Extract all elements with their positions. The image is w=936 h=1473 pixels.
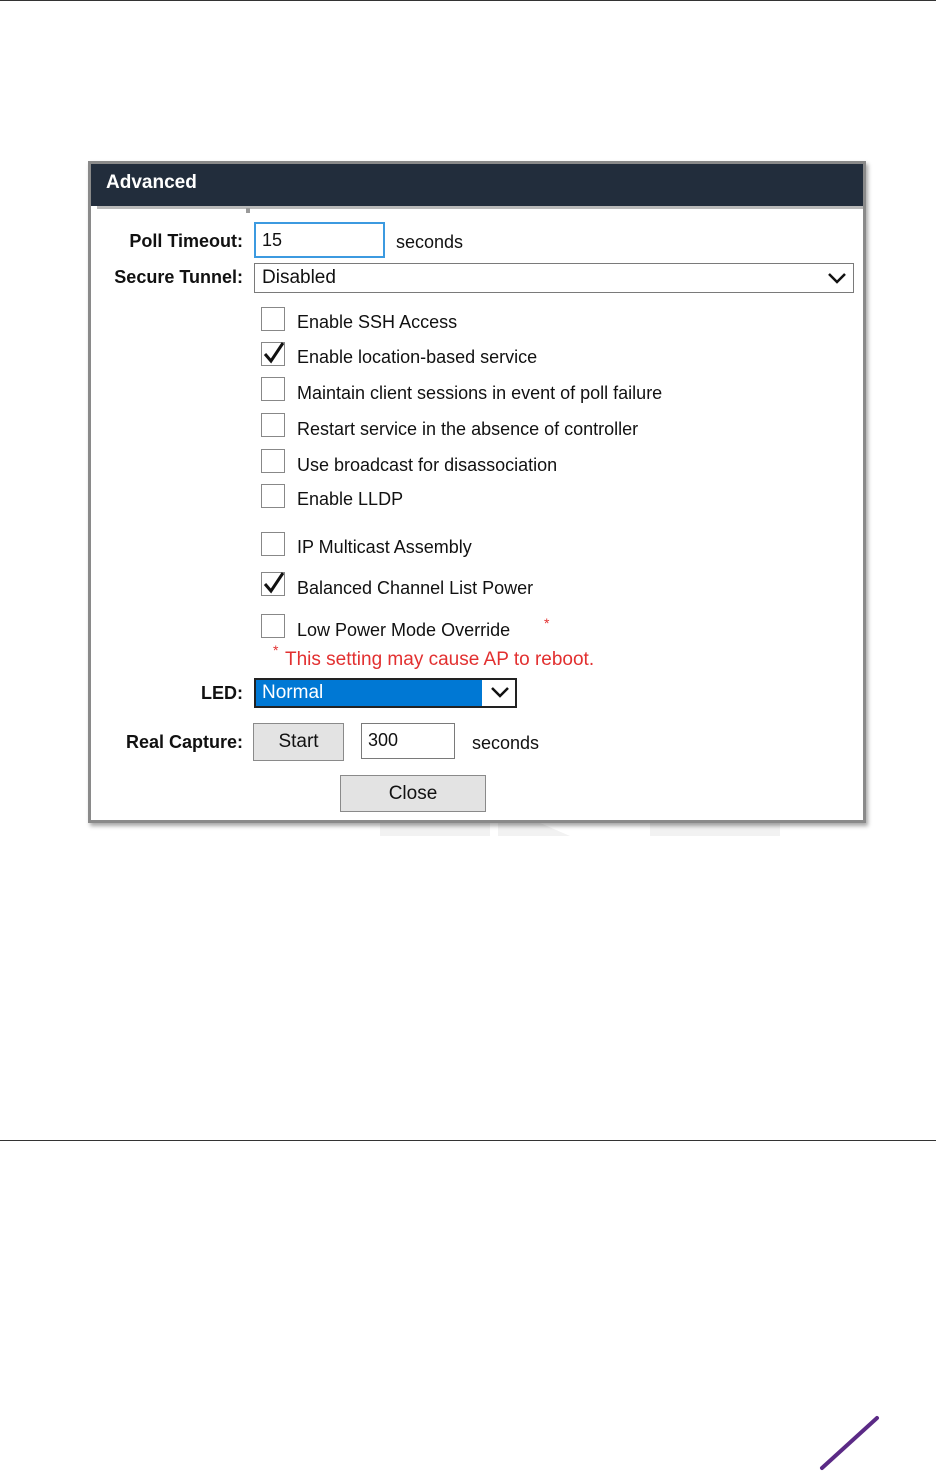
reboot-warning: This setting may cause AP to reboot. xyxy=(285,649,595,670)
option-label: Use broadcast for disassociation xyxy=(297,455,558,475)
checkmark-icon xyxy=(263,340,285,366)
header-notch xyxy=(246,208,250,213)
header-divider xyxy=(97,206,863,209)
secure-tunnel-value: Disabled xyxy=(262,267,336,288)
required-asterisk: * xyxy=(544,615,550,631)
poll-timeout-input[interactable]: 15 xyxy=(254,222,385,258)
location-service-checkbox[interactable] xyxy=(261,342,285,366)
option-label: Enable LLDP xyxy=(297,489,404,509)
advanced-dialog xyxy=(88,161,866,823)
option-label: Enable location-based service xyxy=(297,347,538,367)
poll-timeout-label: Poll Timeout: xyxy=(129,231,243,251)
secure-tunnel-select[interactable] xyxy=(254,263,854,293)
chevron-down-icon xyxy=(490,684,510,700)
option-label: Enable SSH Access xyxy=(297,312,458,332)
capture-duration-unit: seconds xyxy=(472,733,540,753)
low-power-override-checkbox[interactable] xyxy=(261,614,285,638)
restart-service-checkbox[interactable] xyxy=(261,413,285,437)
close-button[interactable]: Close xyxy=(340,775,486,812)
enable-lldp-checkbox[interactable] xyxy=(261,484,285,508)
logo-slash-icon xyxy=(822,1418,877,1468)
option-label: IP Multicast Assembly xyxy=(297,537,472,557)
real-capture-label: Real Capture: xyxy=(125,732,243,752)
ip-multicast-checkbox[interactable] xyxy=(261,532,285,556)
led-select[interactable] xyxy=(254,678,517,708)
checkmark-icon xyxy=(263,570,285,596)
option-label: Low Power Mode Override xyxy=(297,620,511,640)
start-capture-button[interactable]: Start xyxy=(253,723,344,761)
led-label: LED: xyxy=(201,683,243,703)
maintain-sessions-checkbox[interactable] xyxy=(261,377,285,401)
secure-tunnel-label: Secure Tunnel: xyxy=(114,267,243,287)
option-label: Restart service in the absence of controller xyxy=(297,419,639,439)
option-label: Maintain client sessions in event of poll failure xyxy=(297,383,663,403)
dialog-title: Advanced xyxy=(91,164,863,206)
ssh-access-checkbox[interactable] xyxy=(261,307,285,331)
chevron-down-icon xyxy=(827,270,847,286)
led-value: Normal xyxy=(262,682,324,703)
led-selected-highlight xyxy=(256,680,482,706)
poll-timeout-unit: seconds xyxy=(396,232,464,252)
balanced-channel-checkbox[interactable] xyxy=(261,572,285,596)
capture-duration-input[interactable]: 300 xyxy=(361,723,455,759)
option-label: Balanced Channel List Power xyxy=(297,578,534,598)
broadcast-disassociation-checkbox[interactable] xyxy=(261,449,285,473)
warning-asterisk: * xyxy=(273,642,279,658)
